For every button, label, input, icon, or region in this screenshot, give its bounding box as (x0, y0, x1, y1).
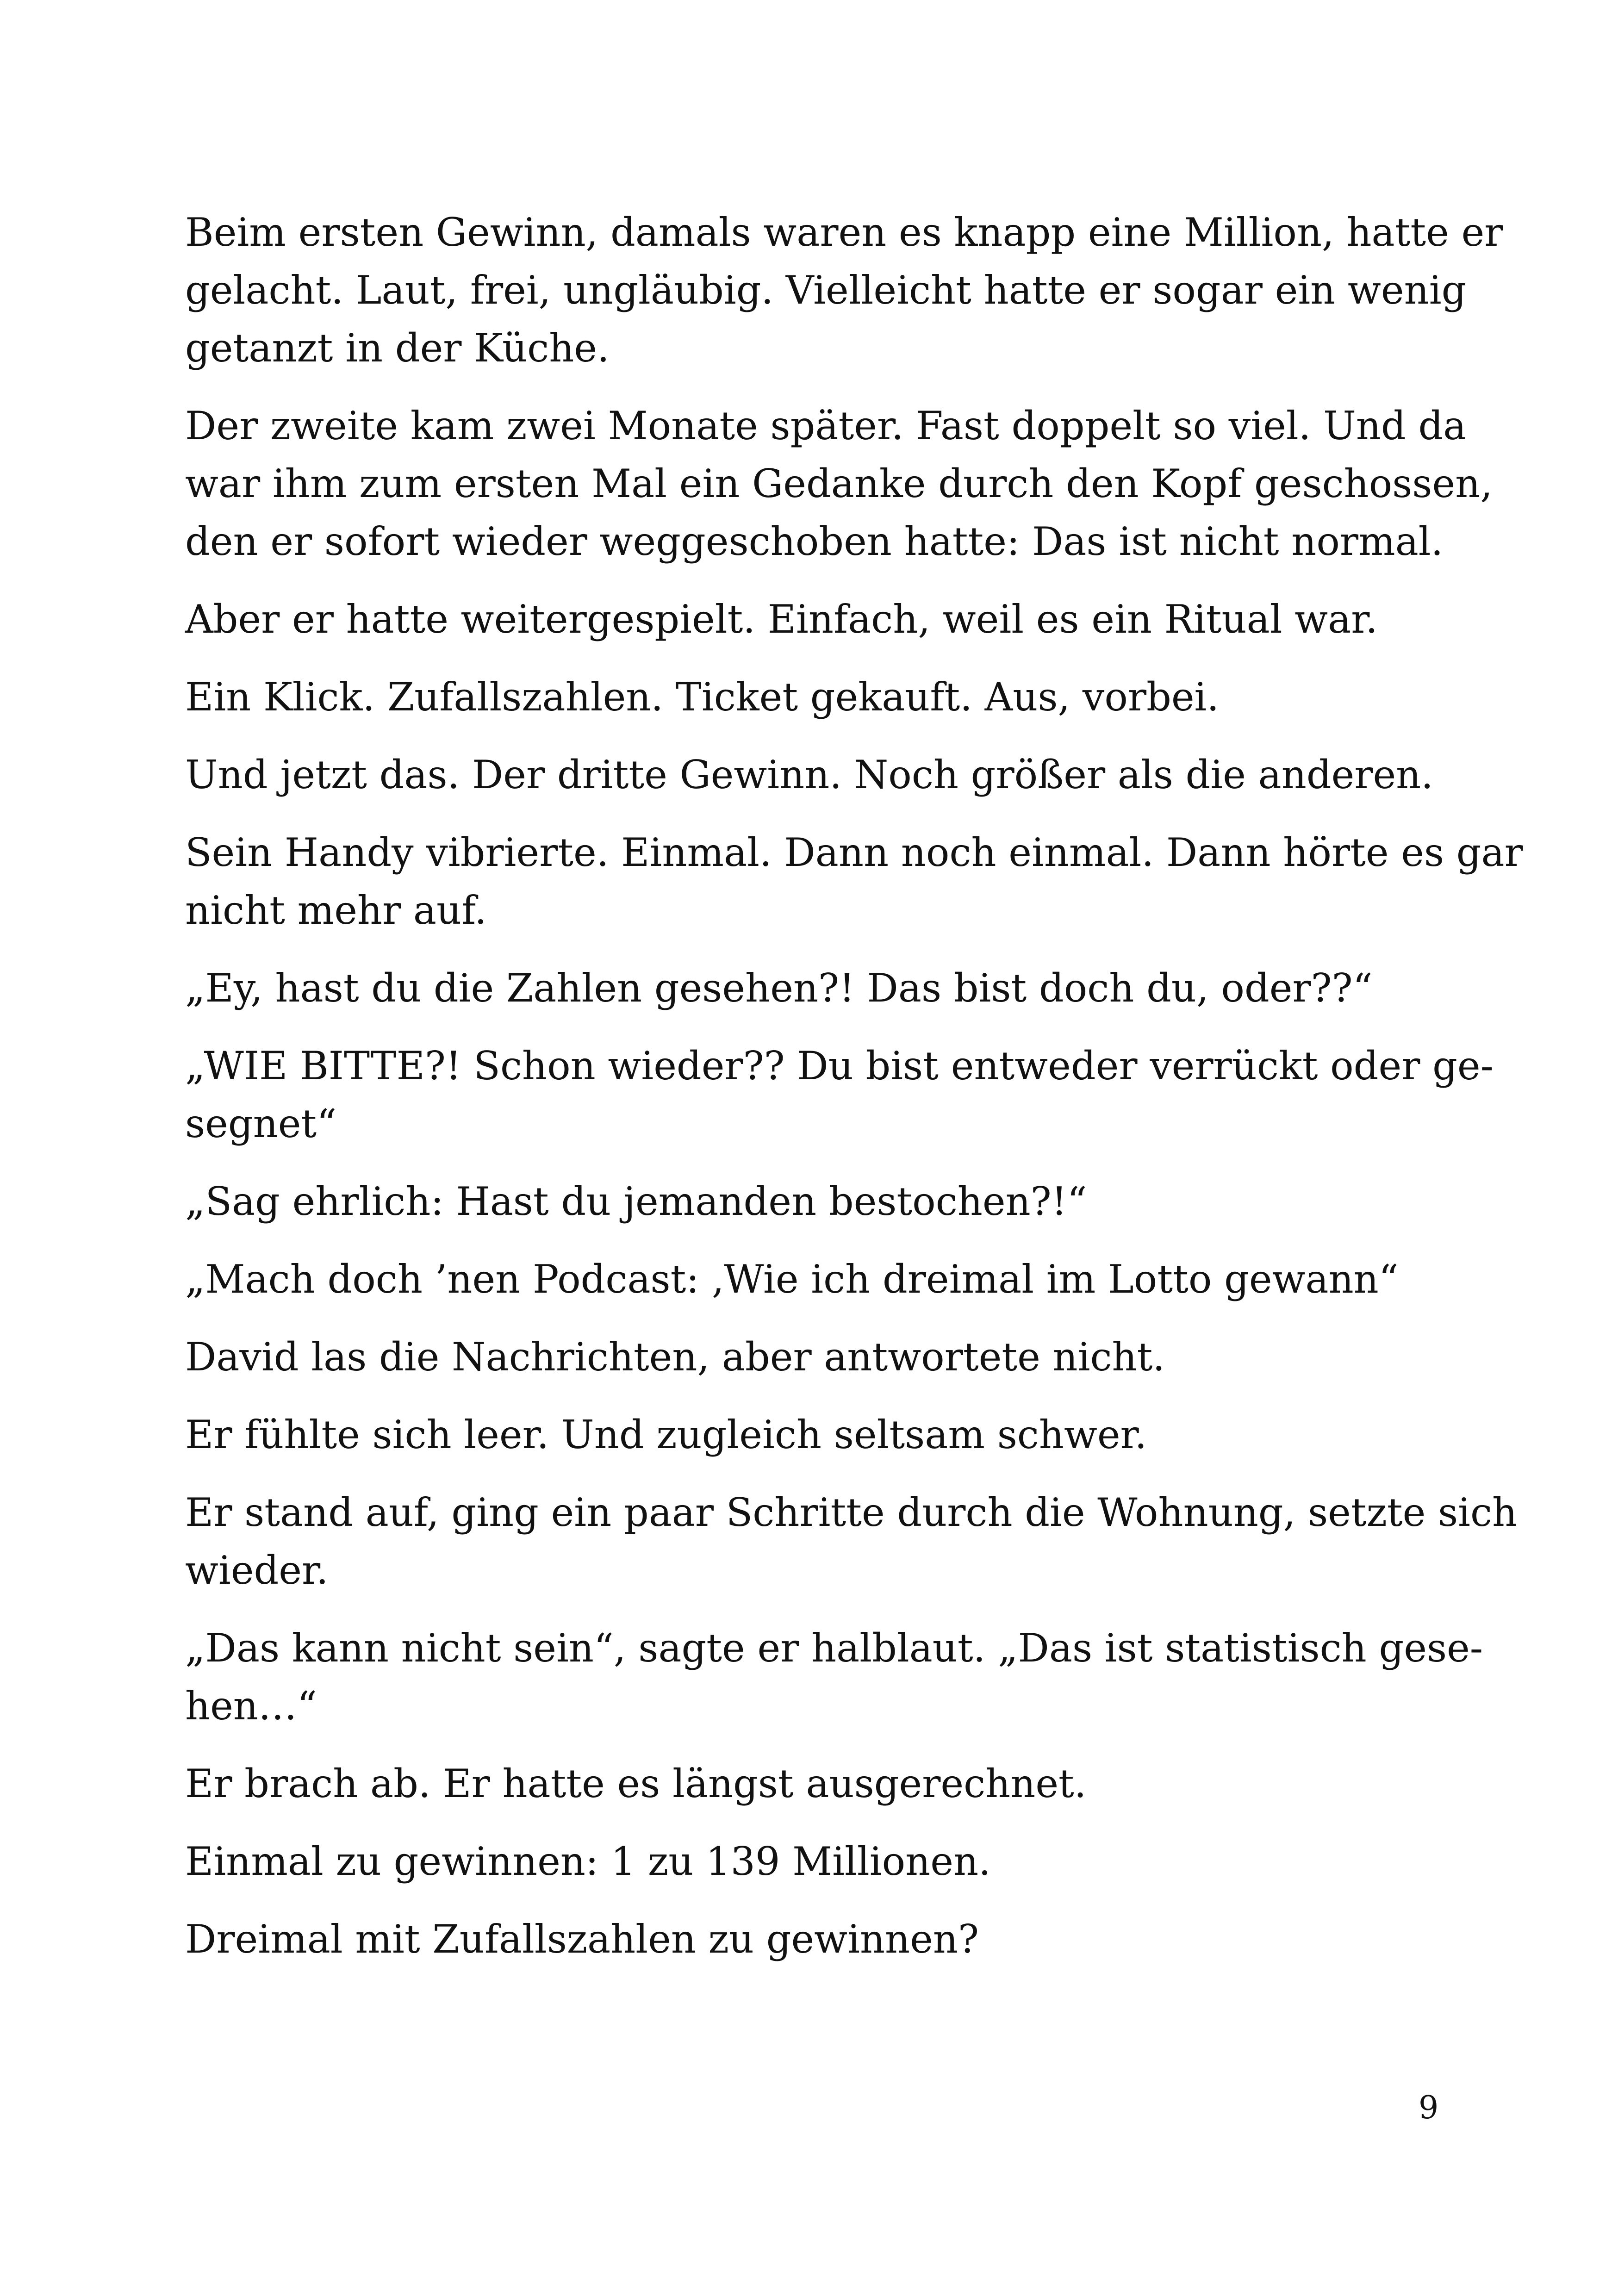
text-line: Dreimal mit Zufallszahlen zu gewinnen? (185, 1916, 979, 1962)
paragraph (185, 1910, 1462, 1968)
text-line: Er brach ab. Er hatte es längst ausgerechnet. (185, 1761, 1087, 1806)
paragraph (185, 1328, 1462, 1386)
paragraph (185, 1833, 1462, 1891)
text-line: nicht mehr auf. (185, 888, 487, 933)
text-line: segnet“ (185, 1101, 337, 1146)
text-line: „Sag ehrlich: Hast du jemanden bestochen?!“ (185, 1179, 1087, 1224)
text-line: Einmal zu gewinnen: 1 zu 139 Millionen. (185, 1839, 991, 1884)
body-text (185, 204, 1523, 1988)
paragraph (185, 668, 1462, 726)
text-line: Er stand auf, ging ein paar Schritte durch die Wohnung, setzte sich (185, 1490, 1518, 1535)
paragraph (185, 591, 1462, 648)
dialogue-line (185, 1173, 1462, 1231)
text-line: Und jetzt das. Der dritte Gewinn. Noch größer als die anderen. (185, 752, 1433, 797)
dialogue-line (185, 1037, 1494, 1153)
text-line: Aber er hatte weitergespielt. Einfach, weil es ein Ritual war. (185, 597, 1378, 642)
page-number: 9 (1419, 2090, 1439, 2126)
paragraph (185, 204, 1503, 377)
text-line: Ein Klick. Zufallszahlen. Ticket gekauft. Aus, vorbei. (185, 674, 1220, 720)
paragraph (185, 1406, 1462, 1464)
paragraph (185, 746, 1462, 804)
text-line: getanzt in der Küche. (185, 325, 610, 371)
dialogue-line (185, 1619, 1483, 1735)
text-line: Er fühlte sich leer. Und zugleich seltsam schwer. (185, 1412, 1147, 1457)
paragraph (185, 1755, 1462, 1813)
dialogue-line (185, 959, 1462, 1017)
text-line: gelacht. Laut, frei, ungläubig. Vielleicht hatte er sogar ein wenig (185, 268, 1467, 313)
text-line: hen…“ (185, 1683, 317, 1729)
paragraph (185, 824, 1523, 940)
dialogue-line (185, 1251, 1462, 1308)
text-line: „Mach doch ’nen Podcast: ‚Wie ich dreimal im Lotto gewann“ (185, 1257, 1399, 1302)
text-line: David las die Nachrichten, aber antwortete nicht. (185, 1334, 1165, 1380)
paragraph (185, 397, 1493, 571)
text-line: Sein Handy vibrierte. Einmal. Dann noch einmal. Dann hörte es gar (185, 830, 1523, 875)
text-line: den er sofort wieder weggeschoben hatte: Das ist nicht normal. (185, 519, 1444, 564)
paragraph (185, 1484, 1518, 1599)
text-line: wieder. (185, 1548, 329, 1593)
text-line: war ihm zum ersten Mal ein Gedanke durch den Kopf geschossen, (185, 461, 1493, 506)
text-line: Der zweite kam zwei Monate später. Fast doppelt so viel. Und da (185, 403, 1467, 448)
text-line: Beim ersten Gewinn, damals waren es knapp eine Million, hatte er (185, 210, 1503, 255)
text-line: „Ey, hast du die Zahlen gesehen?! Das bist doch du, oder??“ (185, 965, 1373, 1011)
text-line: „Das kann nicht sein“, sagte er halblaut. „Das ist statistisch gese- (185, 1625, 1483, 1671)
text-line: „WIE BITTE?! Schon wieder?? Du bist entweder verrückt oder ge- (185, 1043, 1494, 1089)
